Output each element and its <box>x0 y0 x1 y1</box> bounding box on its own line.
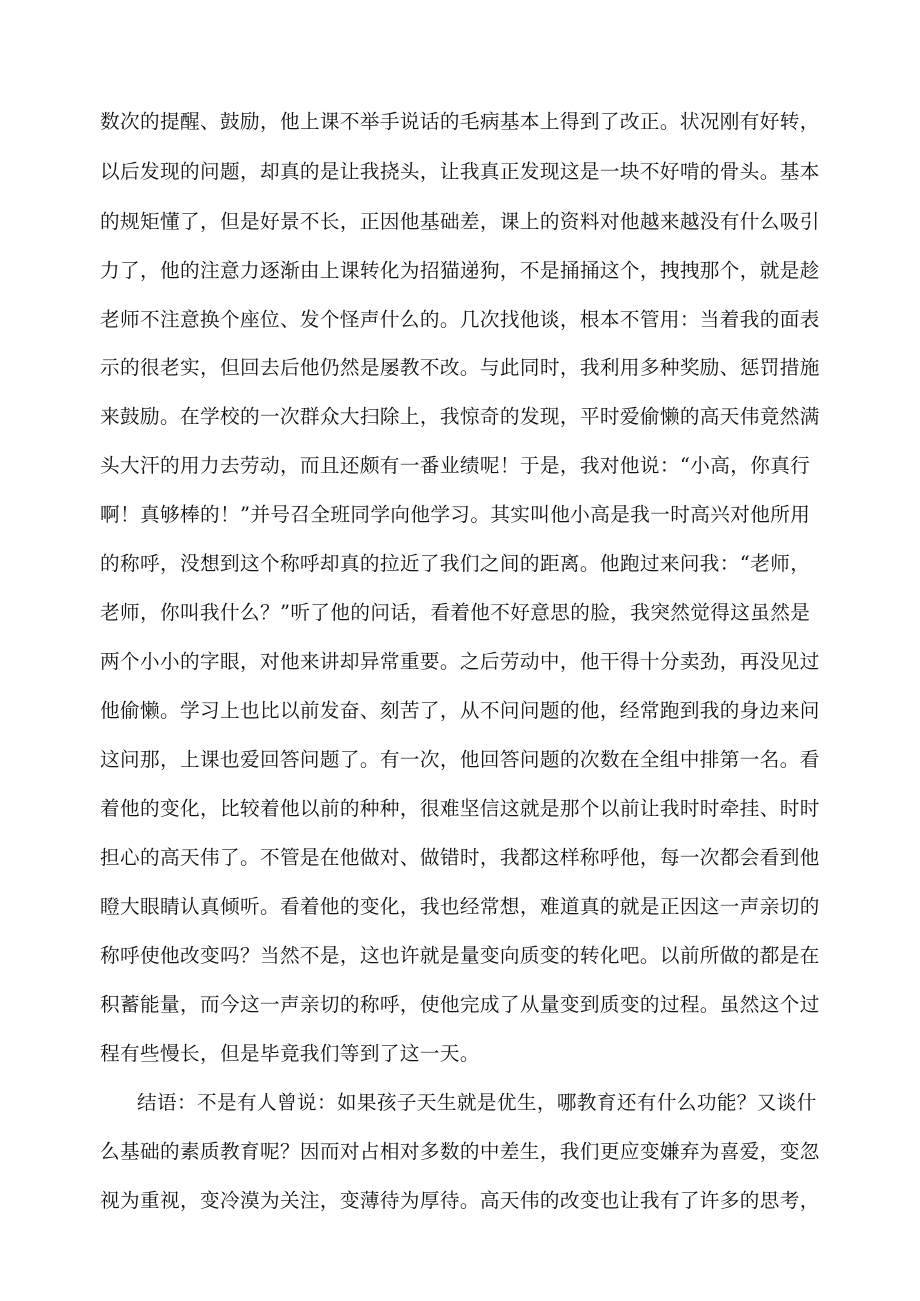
body-text-line: 的称呼，没想到这个称呼却真的拉近了我们之间的距离。他跑过来问我：“老师， <box>100 552 811 575</box>
body-text-line: 称呼使他改变吗？当然不是，这也许就是量变向质变的转化吧。以前所做的都是在 <box>100 944 820 967</box>
body-text-line: 担心的高天伟了。不管是在他做对、做错时，我都这样称呼他，每一次都会看到他 <box>100 846 820 869</box>
body-text-line: 这问那，上课也爱回答问题了。有一次，他回答问题的次数在全组中排第一名。看 <box>100 748 820 771</box>
body-text-line: 他偷懒。学习上也比以前发奋、刻苦了，从不问问题的他，经常跑到我的身边来问 <box>100 699 820 722</box>
body-text-line: 啊！真够棒的！”并号召全班同学向他学习。其实叫他小高是我一时高兴对他所用 <box>100 503 811 526</box>
body-text-line: 老师不注意换个座位、发个怪声什么的。几次找他谈，根本不管用：当着我的面表 <box>100 308 820 331</box>
conclusion-line: 么基础的素质教育呢？因而对占相对多数的中差生，我们更应变嫌弃为喜爱，变忽 <box>100 1140 820 1163</box>
body-text-line: 来鼓励。在学校的一次群众大扫除上，我惊奇的发现，平时爱偷懒的高天伟竟然满 <box>100 405 820 428</box>
body-text-line: 的规矩懂了，但是好景不长，正因他基础差，课上的资料对他越来越没有什么吸引 <box>100 210 820 233</box>
conclusion-line: 结语：不是有人曾说：如果孩子天生就是优生，哪教育还有什么功能？又谈什 <box>137 1091 817 1114</box>
body-text-line: 力了，他的注意力逐渐由上课转化为招猫递狗，不是捅捅这个，拽拽那个，就是趁 <box>100 259 820 282</box>
conclusion-line: 视为重视，变冷漠为关注，变薄待为厚待。高天伟的改变也让我有了许多的思考， <box>100 1189 820 1212</box>
body-text-line: 程有些慢长，但是毕竟我们等到了这一天。 <box>100 1042 480 1065</box>
body-text-line: 示的很老实，但回去后他仍然是屡教不改。与此同时，我利用多种奖励、惩罚措施 <box>100 356 820 379</box>
body-text-line: 数次的提醒、鼓励，他上课不举手说话的毛病基本上得到了改正。状况刚有好转， <box>100 110 820 133</box>
body-text-line: 着他的变化，比较着他以前的种种，很难坚信这就是那个以前让我时时牵挂、时时 <box>100 797 820 820</box>
body-text-line: 头大汗的用力去劳动，而且还颇有一番业绩呢！于是，我对他说：“小高，你真行 <box>100 454 811 477</box>
body-text-line: 老师，你叫我什么？”听了他的问话，看着他不好意思的脸，我突然觉得这虽然是 <box>100 601 811 624</box>
body-text-line: 积蓄能量，而今这一声亲切的称呼，使他完成了从量变到质变的过程。虽然这个过 <box>100 993 820 1016</box>
body-text-line: 瞪大眼睛认真倾听。看着他的变化，我也经常想，难道真的就是正因这一声亲切的 <box>100 895 820 918</box>
body-text-line: 两个小小的字眼，对他来讲却异常重要。之后劳动中，他干得十分卖劲，再没见过 <box>100 650 820 673</box>
body-text-line: 以后发现的问题，却真的是让我挠头，让我真正发现这是一块不好啃的骨头。基本 <box>100 160 820 183</box>
